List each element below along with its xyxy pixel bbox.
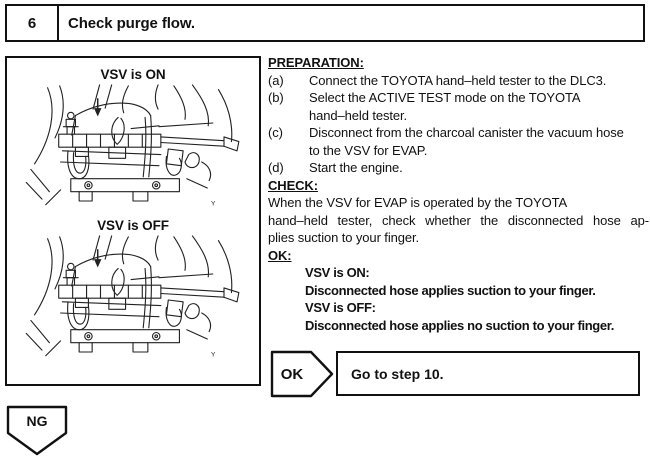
check-text: When the VSV for EVAP is operated by the TOYOTA: [268, 195, 568, 210]
prep-step-d: [268, 159, 649, 177]
preparation-heading: PREPARATION:: [268, 55, 364, 70]
ok-result: Disconnected hose applies suction to your finger.: [305, 282, 596, 298]
step-header: [5, 4, 645, 42]
step-text: Connect the TOYOTA hand–held tester to the DLC3.: [309, 72, 607, 88]
ok-arrow-shape: [269, 349, 335, 399]
ng-badge-label: NG: [26, 413, 48, 429]
ok-badge-label: OK: [280, 365, 304, 383]
check-heading: CHECK:: [268, 177, 318, 193]
step-title: Check purge flow.: [68, 14, 195, 32]
ok-result: Disconnected hose applies no suction to your finger.: [305, 317, 615, 333]
figure-label-vsv-off: VSV is OFF: [97, 218, 169, 233]
figure-panel: [5, 56, 261, 386]
step-label: (d): [268, 160, 284, 175]
step-label: (c): [268, 125, 283, 140]
check-body: [268, 194, 649, 247]
step-text: hand–held tester.: [309, 107, 408, 123]
instructions-column: [268, 54, 649, 334]
step-text: Select the ACTIVE TEST mode on the TOYOTA: [309, 90, 581, 105]
engine-illustration-vsv-off: [14, 235, 252, 365]
ok-action-box: Go to step 10.: [336, 351, 640, 396]
ok-condition: VSV is ON:: [305, 265, 370, 280]
step-label: (a): [268, 72, 284, 88]
prep-step-a: [268, 72, 649, 90]
prep-step-b: [268, 89, 649, 124]
engine-illustration-vsv-on: [14, 84, 252, 214]
ok-heading: OK:: [268, 247, 292, 263]
ok-decision-row: [269, 349, 649, 399]
step-text: to the VSV for EVAP.: [309, 142, 428, 158]
prep-step-c: [268, 124, 649, 159]
check-text: hand–held tester, check whether the disconnected hose ap-: [268, 212, 649, 228]
ok-condition: VSV is OFF:: [305, 300, 376, 315]
step-text: Disconnect from the charcoal canister the vacuum hose: [309, 125, 624, 140]
step-label: (b): [268, 90, 284, 105]
figure-label-vsv-on: VSV is ON: [100, 67, 166, 82]
step-text: Start the engine.: [309, 160, 403, 175]
ok-criteria: [305, 264, 649, 334]
step-number: 6: [7, 6, 59, 40]
ng-badge: [5, 404, 71, 457]
check-text: plies suction to your finger.: [268, 230, 420, 245]
